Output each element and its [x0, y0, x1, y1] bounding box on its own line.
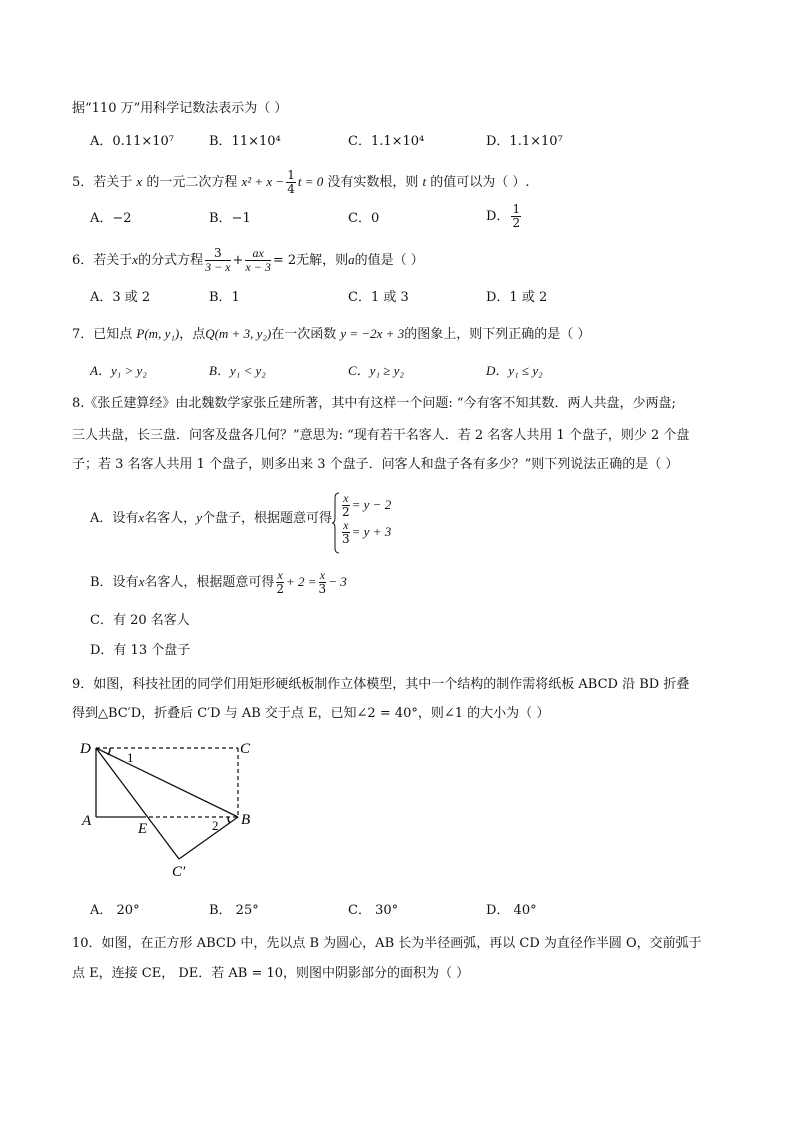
- q4-option-d: D．1.1×10⁷: [486, 134, 563, 149]
- q10-line-2: 点 E，连接 CE， DE．若 AB = 10，则图中阴影部分的面积为（ ）: [72, 966, 470, 981]
- q9-option-c: C． 30°: [348, 903, 399, 918]
- label-cprime: C′: [172, 864, 186, 880]
- q5-option-a: A．−2: [90, 211, 132, 226]
- q7-option-c: C．y₁ ≥ y₂: [348, 363, 404, 378]
- q6-fraction-1: $\frac{3}{3 - x}$: [205, 246, 231, 274]
- q5-option-b: B．−1: [209, 211, 251, 226]
- q5-d-fraction: $\frac{1}{2}$: [512, 202, 521, 230]
- label-a: A: [82, 813, 92, 829]
- q6-stem: 6．若关于x的分式方程 $\frac{3}{3 - x}$ + $\frac{ax}{x - 3}$ = 2无解，则a的值是（ ）: [72, 246, 424, 274]
- q8-line-3: 子；若 3 名客人共用 1 个盘子，则多出来 3 个盘子．问客人和盘子各有多少？”则下列说法正确的是（ ）: [72, 457, 679, 472]
- q5-fraction: $\frac{1}{4}$: [287, 168, 295, 196]
- label-e: E: [138, 821, 148, 837]
- angle-2-arc: [228, 817, 230, 823]
- label-d: D: [80, 741, 91, 757]
- q9-line-2: 得到△BC′D，折叠后 C′D 与 AB 交于点 E，已知∠2 = 40°，则∠1 的大小为（ ）: [72, 706, 550, 721]
- q9-fold-diagram: [72, 737, 272, 887]
- q7-stem: 7．已知点 P(m, y₁)，点Q(m + 3, y₂)在一次函数 y = −2x + 3的图象上，则下列正确的是（ ）: [72, 326, 591, 342]
- q5-stem: 5．若关于 x 的一元二次方程 x² + x − $\frac{1}{4}$ t = 0 没有实数根，则 t 的值可以为（ ）.: [72, 168, 530, 196]
- edge-cprimeb: [179, 817, 238, 859]
- label-b: B: [241, 812, 251, 828]
- q8-line-1: 8.《张丘建算经》由北魏数学家张丘建所著，其中有这样一个问题: “今有客不知其数．两人共盘，少两盘;: [72, 396, 676, 411]
- q6-option-c: C．1 或 3: [348, 290, 409, 305]
- q4-option-a: A．0.11×10⁷: [90, 134, 174, 149]
- q5-option-d: D． $\frac{1}{2}$: [486, 202, 521, 230]
- q6-option-b: B．1: [209, 290, 240, 305]
- q8-option-a: A．设有x名客人，y个盘子，根据题意可得 $\frac{x}{2}$ = y − 2 $\frac{x}{3}$ = y + 3: [90, 486, 391, 550]
- q7-option-a: A．y₁ > y₂: [90, 363, 147, 378]
- q8-option-c: C．有 20 名客人: [90, 613, 190, 628]
- left-brace-icon: [332, 492, 340, 554]
- label-angle-2: 2: [212, 818, 219, 833]
- q8-option-d: D．有 13 个盘子: [90, 643, 191, 658]
- q8-option-b: B．设有x名客人，根据题意可得 $\frac{x}{2}$ + 2 = $\frac{x}{3}$ − 3: [90, 568, 347, 596]
- q5-option-c: C．0: [348, 211, 380, 226]
- q10-line-1: 10．如图，在正方形 ABCD 中，先以点 B 为圆心，AB 长为半径画弧，再以 CD 为直径作半圆 O，交前弧于: [72, 936, 702, 951]
- q7-option-d: D．y₁ ≤ y₂: [486, 363, 543, 378]
- label-c: C: [240, 741, 251, 757]
- q9-option-b: B． 25°: [209, 903, 259, 918]
- q4-option-b: B．11×10⁴: [209, 134, 281, 149]
- q9-line-1: 9．如图，科技社团的同学们用矩形硬纸板制作立体模型，其中一个结构的制作需将纸板 ABCD 沿 BD 折叠: [72, 677, 690, 692]
- q6-fraction-2: $\frac{ax}{x - 3}$: [245, 246, 271, 274]
- q8-equation-system: $\frac{x}{2}$ = y − 2 $\frac{x}{3}$ = y + 3: [332, 492, 391, 546]
- q9-option-a: A． 20°: [90, 903, 140, 918]
- edge-db: [96, 748, 238, 817]
- q4-option-c: C．1.1×10⁴: [348, 134, 425, 149]
- q8-line-2: 三人共盘，长三盘．问客及盘各几何？”意思为: “现有若干名客人．若 2 名客人共用 1 个盘子，则少 2 个盘: [72, 428, 690, 443]
- q9-option-d: D． 40°: [486, 903, 537, 918]
- q7-option-b: B．y₁ < y₂: [209, 363, 266, 378]
- q4-stem: 据“110 万”用科学记数法表示为（ ）: [72, 101, 288, 116]
- edge-dcprime: [96, 748, 179, 859]
- label-angle-1: 1: [127, 750, 134, 765]
- q6-option-a: A．3 或 2: [90, 290, 151, 305]
- q6-option-d: D．1 或 2: [486, 290, 548, 305]
